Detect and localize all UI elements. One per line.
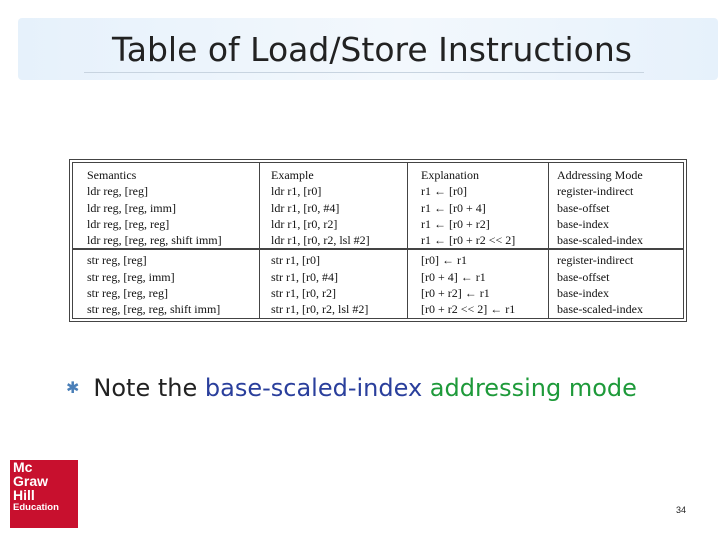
example-cell: ldr r1, [r0, r2] [271,216,338,231]
example-cell: ldr r1, [r0, #4] [271,200,340,215]
table-row [73,249,683,268]
semantics-cell: ldr reg, [reg, reg, shift imm] [87,233,222,248]
addressing-mode-cell: base-index [557,286,609,301]
explanation-cell: [r0 + 4] ← r1 [421,269,486,284]
logo-line: Hill [13,487,35,503]
logo-line: Education [13,502,59,513]
example-cell: str r1, [r0, r2, lsl #2] [271,302,369,317]
instruction-table-body [73,163,683,318]
example-cell: ldr r1, [r0, r2, lsl #2] [271,233,370,248]
title-underline [84,72,644,73]
table-row [73,232,683,249]
note-highlight-mode: base-scaled-index [204,374,423,402]
page-number: 34 [676,505,687,515]
example-cell: ldr r1, [r0] [271,184,322,199]
semantics-cell: str reg, [reg, reg, shift imm] [87,302,221,317]
addressing-mode-cell: base-scaled-index [557,233,643,248]
slide-title: Table of Load/Store Instructions [112,30,632,69]
explanation-cell: r1 ← [r0] [421,184,467,199]
table-row [73,200,683,216]
example-cell: str r1, [r0, #4] [271,269,338,284]
semantics-cell: str reg, [reg, imm] [87,269,175,284]
explanation-cell: [r0] ← r1 [415,249,551,268]
table-row [73,183,683,199]
note-highlight-addressing: addressing mode [429,374,637,402]
explanation-cell: r1 ← [r0 + 4] [421,200,486,215]
addressing-mode-cell: base-offset [557,269,610,284]
semantics-cell: ldr reg, [reg, reg] [87,216,170,231]
explanation-cell: [r0 + r2 << 2] ← r1 [421,302,516,317]
semantics-cell: str reg, [reg] [73,249,265,268]
note-bullet-line [66,374,637,402]
table-row [73,216,683,232]
semantics-cell: str reg, [reg, reg] [87,286,168,301]
addressing-mode-cell: base-index [557,216,609,231]
asterisk-bullet-icon: ✱ [66,378,80,397]
note-space [422,374,430,402]
explanation-cell: [r0 + r2] ← r1 [421,286,490,301]
addressing-mode-cell: base-offset [557,200,610,215]
example-cell: str r1, [r0, r2] [271,286,336,301]
explanation-cell: r1 ← [r0 + r2 << 2] [421,233,516,248]
semantics-cell: Semantics [87,168,137,182]
column-divider [548,163,549,318]
column-divider [259,163,260,318]
explanation-cell: Explanation [421,168,479,182]
semantics-cell: ldr reg, [reg] [87,184,148,199]
addressing-mode-cell: register-indirect [557,184,634,199]
example-cell: Example [271,168,314,182]
semantics-cell: ldr reg, [reg, imm] [87,200,176,215]
table-row [73,285,683,301]
addressing-mode-cell: base-scaled-index [557,302,643,317]
explanation-cell: r1 ← [r0 + r2] [421,216,490,231]
column-divider [407,163,408,318]
addressing-mode-cell: register-indirect [551,249,683,268]
note-prefix: Note the [93,374,205,402]
instruction-table [72,162,684,319]
addressing-mode-cell: Addressing Mode [557,168,643,182]
logo-line: Mc [13,459,33,475]
example-cell: str r1, [r0] [265,249,415,268]
logo-line: Graw [13,473,49,489]
table-row [73,269,683,285]
table-header-row [73,163,683,183]
table-row [73,301,683,317]
mcgraw-hill-logo [10,460,78,528]
